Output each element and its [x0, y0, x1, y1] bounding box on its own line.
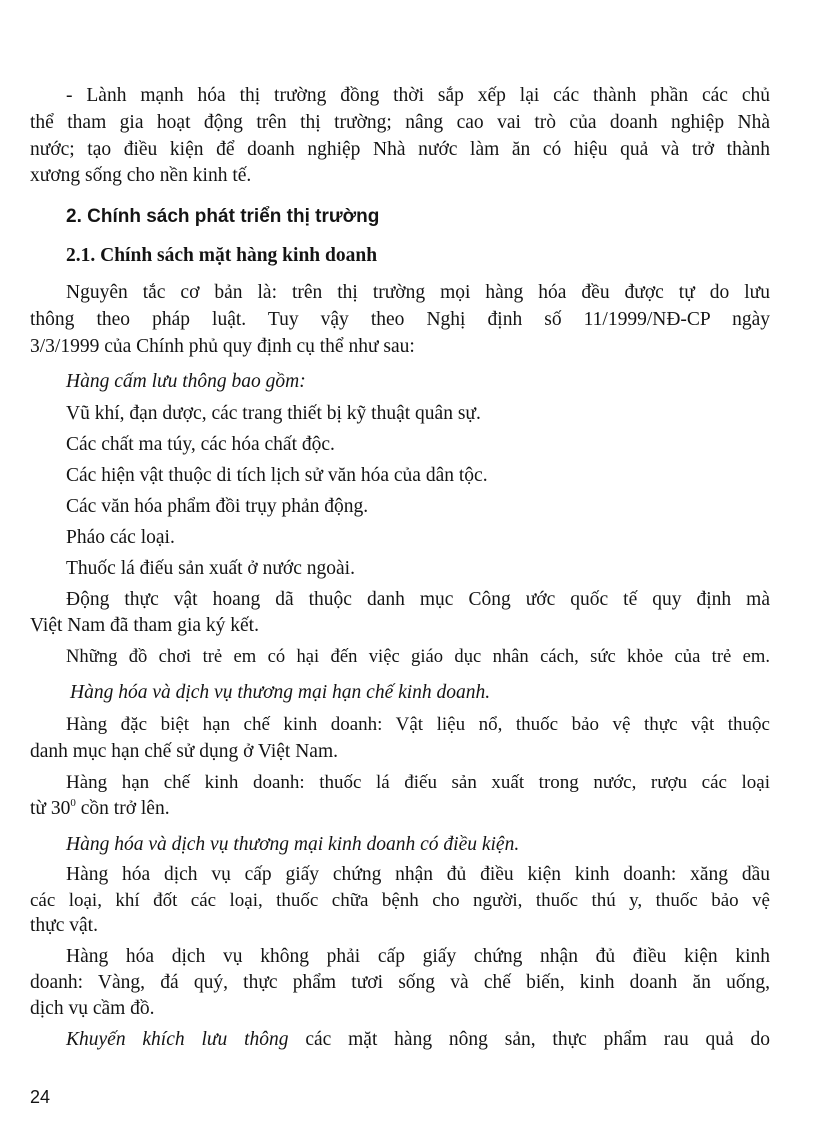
banned-item: Thuốc lá điếu sản xuất ở nước ngoài.	[66, 558, 355, 579]
conditional-uncertified-line-3: dịch vụ cầm đồ.	[30, 998, 155, 1019]
banned-item: Các chất ma túy, các hóa chất độc.	[66, 434, 335, 455]
paragraph-1-line-3: nước; tạo điều kiện để doanh nghiệp Nhà nước làm ăn có hiệu quả và trở thành	[30, 139, 770, 160]
wildlife-line-1: Động thực vật hoang dã thuộc danh mục Công ước quốc tế quy định mà	[66, 589, 770, 610]
conditional-uncertified-line-2: doanh: Vàng, đá quý, thực phẩm tươi sống và chế biến, kinh doanh ăn uống,	[30, 972, 770, 993]
banned-item: Vũ khí, đạn dược, các trang thiết bị kỹ thuật quân sự.	[66, 403, 481, 424]
conditional-certified-line-3: thực vật.	[30, 915, 98, 936]
encourage-line	[66, 1028, 770, 1052]
special-restricted-line-2: danh mục hạn chế sử dụng ở Việt Nam.	[30, 741, 338, 762]
degree-superscript: 0	[70, 797, 76, 809]
banned-item: Các văn hóa phẩm đồi trụy phản động.	[66, 496, 369, 517]
restricted-line-2-suffix: cồn trở lên.	[75, 798, 170, 819]
principle-line-3: 3/3/1999 của Chính phủ quy định cụ thể như sau:	[30, 336, 415, 357]
principle-line-2: thông theo pháp luật. Tuy vậy theo Nghị định số 11/1999/NĐ-CP ngày	[30, 309, 770, 330]
banned-item: Pháo các loại.	[66, 527, 175, 548]
section-heading-2: 2. Chính sách phát triển thị trường	[66, 206, 380, 227]
conditional-uncertified-line-1: Hàng hóa dịch vụ không phải cấp giấy chứng nhận đủ điều kiện kinh	[66, 946, 770, 967]
paragraph-1-line-2: thể tham gia hoạt động trên thị trường; nâng cao vai trò của doanh nghiệp Nhà	[30, 112, 770, 133]
page-number: 24	[30, 1087, 51, 1107]
restricted-line-1: Hàng hạn chế kinh doanh: thuốc lá điếu sản xuất trong nước, rượu các loại	[66, 772, 770, 793]
banned-goods-heading: Hàng cấm lưu thông bao gồm:	[66, 371, 306, 392]
encourage-rest: các mặt hàng nông sản, thực phẩm rau quả do	[288, 1029, 771, 1050]
principle-line-1: Nguyên tắc cơ bản là: trên thị trường mọi hàng hóa đều được tự do lưu	[66, 282, 770, 303]
toys-line: Những đồ chơi trẻ em có hại đến việc giáo dục nhân cách, sức khỏe của trẻ em.	[66, 646, 770, 667]
restricted-line-2	[30, 797, 170, 821]
conditional-certified-line-2: các loại, khí đốt các loại, thuốc chữa bệnh cho người, thuốc thú y, thuốc bảo vệ	[30, 890, 770, 911]
banned-item: Các hiện vật thuộc di tích lịch sử văn hóa của dân tộc.	[66, 465, 488, 486]
conditional-goods-heading: Hàng hóa và dịch vụ thương mại kinh doanh có điều kiện.	[66, 834, 520, 855]
paragraph-1-line-1: - Lành mạnh hóa thị trường đồng thời sắp xếp lại các thành phần các chủ	[66, 85, 770, 106]
restricted-line-2-prefix: từ 30	[30, 798, 71, 819]
wildlife-line-2: Việt Nam đã tham gia ký kết.	[30, 615, 259, 636]
conditional-certified-line-1: Hàng hóa dịch vụ cấp giấy chứng nhận đủ điều kiện kinh doanh: xăng dầu	[66, 864, 770, 885]
encourage-italic: Khuyến khích lưu thông	[66, 1029, 289, 1050]
section-heading-2-1: 2.1. Chính sách mặt hàng kinh doanh	[66, 245, 378, 266]
special-restricted-line-1: Hàng đặc biệt hạn chế kinh doanh: Vật liệu nổ, thuốc bảo vệ thực vật thuộc	[66, 714, 770, 735]
paragraph-1-line-4: xương sống cho nền kinh tế.	[30, 165, 252, 186]
restricted-goods-heading: Hàng hóa và dịch vụ thương mại hạn chế kinh doanh.	[70, 682, 491, 703]
